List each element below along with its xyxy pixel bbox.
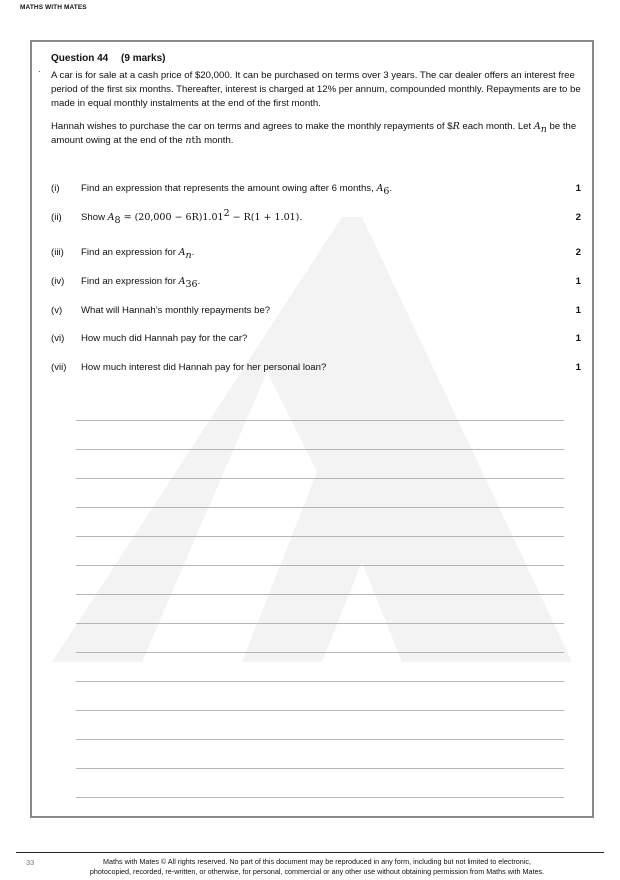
part-text xyxy=(81,247,195,261)
answer-line[interactable] xyxy=(76,536,564,537)
part-marks: 1 xyxy=(575,183,581,194)
part-marks: 2 xyxy=(575,247,581,258)
para2-text-b: each month. Let xyxy=(459,121,534,132)
part-text-end: . xyxy=(389,183,393,194)
answer-line[interactable] xyxy=(76,710,564,711)
footer-copyright xyxy=(36,857,598,876)
part-math: A xyxy=(178,276,186,287)
part-text-end: . xyxy=(197,276,201,287)
question-marks: (9 marks) xyxy=(121,53,166,64)
part-math-sub: 36 xyxy=(185,278,198,290)
part-number: (vi) xyxy=(51,333,65,344)
para2-text-c: be the amount owing at the end of the xyxy=(51,121,577,146)
part-vii xyxy=(51,362,581,376)
question-paragraph-2 xyxy=(51,120,581,148)
answer-line[interactable] xyxy=(76,507,564,508)
para2-th: th xyxy=(191,135,202,146)
answer-line[interactable] xyxy=(76,449,564,450)
part-text xyxy=(81,207,303,226)
part-text: How much interest did Hannah pay for her personal loan? xyxy=(81,362,327,373)
footer-divider xyxy=(16,852,604,853)
answer-line[interactable] xyxy=(76,739,564,740)
part-marks: 1 xyxy=(575,333,581,344)
part-text-main: Show xyxy=(81,212,108,223)
para2-var-r: R xyxy=(452,121,460,132)
page-number: 33 xyxy=(26,858,35,867)
answer-line[interactable] xyxy=(76,594,564,595)
part-marks: 1 xyxy=(575,305,581,316)
part-number: (i) xyxy=(51,183,60,194)
part-number: (ii) xyxy=(51,212,62,223)
copyright-line-1: Maths with Mates © All rights reserved. No part of this document may be reproduced in any form, including but not limited to electronic, xyxy=(103,857,531,866)
part-math: A xyxy=(178,247,186,258)
part-text-main: Find an expression that represents the amount owing after 6 months, xyxy=(81,183,377,194)
part-formula-sup: 2 xyxy=(223,207,230,219)
part-marks: 2 xyxy=(575,212,581,223)
part-text xyxy=(81,183,393,197)
part-text: What will Hannah’s monthly repayments be? xyxy=(81,305,271,316)
para2-text-d: month. xyxy=(201,135,234,146)
question-box xyxy=(30,40,594,818)
part-math: A xyxy=(376,183,384,194)
copyright-line-2: photocopied, recorded, re-written, or otherwise, for personal, commercial or any other use without obtaining permission from Maths with Mates. xyxy=(89,866,545,876)
part-text: How much did Hannah pay for the car? xyxy=(81,333,248,344)
question-number: Question 44 xyxy=(51,53,109,64)
answer-line[interactable] xyxy=(76,768,564,769)
part-number: (vii) xyxy=(51,362,67,373)
part-text-main: Find an expression for xyxy=(81,276,179,287)
para2-text-a: Hannah wishes to purchase the car on terms and agrees to make the monthly repayments of $ xyxy=(51,121,453,132)
question-content xyxy=(51,52,581,148)
answer-line[interactable] xyxy=(76,565,564,566)
part-iii xyxy=(51,247,581,261)
part-number: (iii) xyxy=(51,247,64,258)
part-marks: 1 xyxy=(575,276,581,287)
part-math-sub: 8 xyxy=(114,214,121,226)
part-formula-2: − R(1 + 1.01). xyxy=(229,212,303,223)
answer-line[interactable] xyxy=(76,623,564,624)
part-ii xyxy=(51,207,581,226)
part-vi xyxy=(51,333,581,347)
question-intro: A car is for sale at a cash price of $20,000. It can be purchased on terms over 3 years. The car dealer offers an interest free period of the first six months. Thereafter, interest is charged at 12% per annum, compounded monthly. Repayments are to be made in equal monthly instalments at the end of the first month. xyxy=(51,70,581,109)
answer-line[interactable] xyxy=(76,478,564,479)
watermark-logo xyxy=(32,42,592,816)
part-iv xyxy=(51,276,581,290)
part-v xyxy=(51,305,581,319)
answer-line[interactable] xyxy=(76,797,564,798)
header-brand: MATHS WITH MATES xyxy=(20,4,87,11)
part-text xyxy=(81,276,201,290)
part-math: A xyxy=(107,212,115,223)
part-number: (v) xyxy=(51,305,63,316)
para2-var-n: n xyxy=(185,135,192,146)
part-math-sub: n xyxy=(185,249,192,261)
margin-dot: · xyxy=(38,67,41,76)
part-math-sub: 6 xyxy=(383,185,390,197)
answer-line[interactable] xyxy=(76,652,564,653)
para2-var-a: A xyxy=(533,121,541,132)
part-marks: 1 xyxy=(575,362,581,373)
question-title xyxy=(51,52,581,66)
para2-var-a-sub: n xyxy=(540,123,547,135)
answer-line[interactable] xyxy=(76,420,564,421)
part-number: (iv) xyxy=(51,276,65,287)
part-text-end: . xyxy=(191,247,195,258)
part-text-main: Find an expression for xyxy=(81,247,179,258)
part-formula: = (20,000 − 6R)1.01 xyxy=(123,212,224,223)
answer-line[interactable] xyxy=(76,681,564,682)
part-i xyxy=(51,183,581,197)
